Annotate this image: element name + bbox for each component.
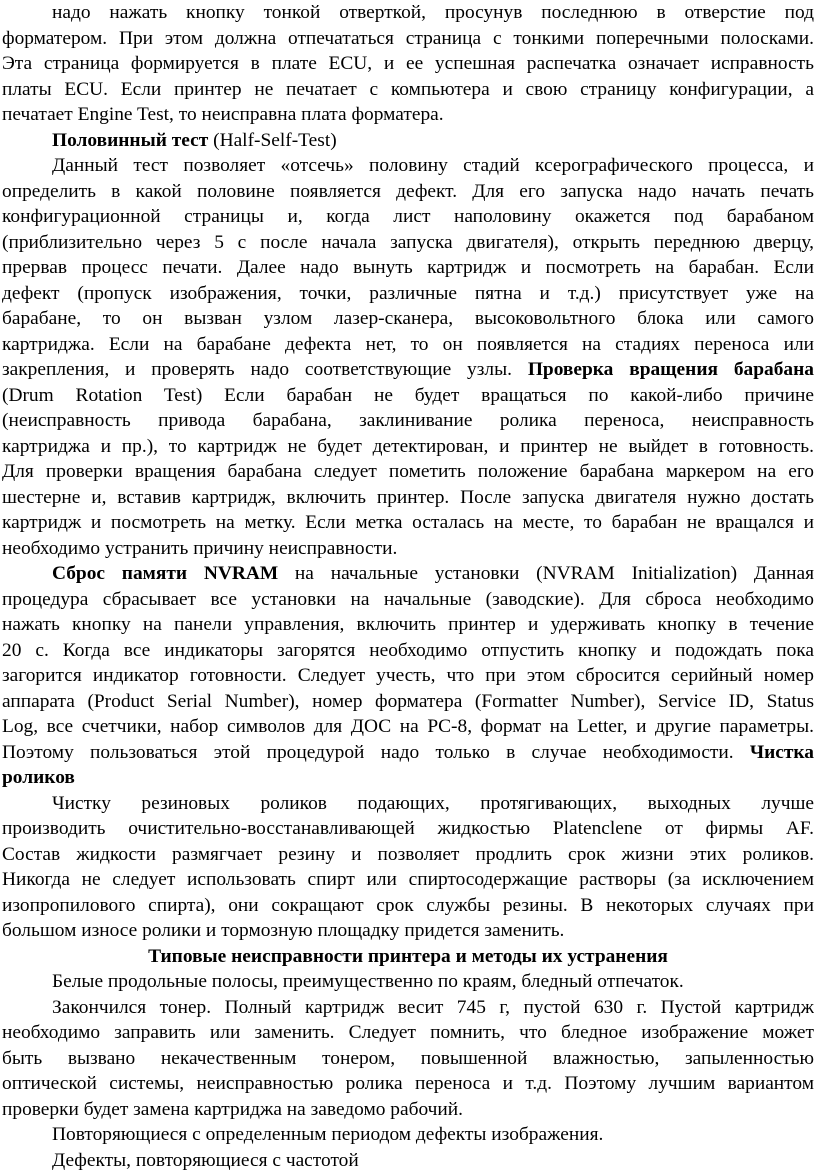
inline-text: закрепления, и проверять надо соответствующие узлы. bbox=[2, 359, 528, 380]
bold-heading: Половинный тест bbox=[52, 130, 208, 151]
text-line: производить очистительно-восстанавливающей жидкостью Platenclene от фирмы AF. bbox=[2, 816, 814, 842]
text-line bbox=[2, 765, 814, 791]
text-line: надо нажать кнопку тонкой отверткой, просунув последнюю в отверстие под bbox=[2, 0, 814, 26]
text-line: оптической системы, неисправностью ролика переноса и т.д. Поэтому лучшим вариантом bbox=[2, 1071, 814, 1097]
paragraph-half-self-test bbox=[2, 153, 814, 561]
text-line: загорится индикатор готовности. Следует учесть, что при этом сбросится серийный номер bbox=[2, 663, 814, 689]
text-line: картриджа. Если на барабане дефекта нет, то он появляется на стадиях переноса или bbox=[2, 332, 814, 358]
text-line: (приблизительно через 5 с после начала запуска двигателя), открыть переднюю дверцу, bbox=[2, 230, 814, 256]
text-line: проверки будет замена картриджа на заведомо рабочий. bbox=[2, 1097, 814, 1123]
paragraph-ecu-test bbox=[2, 0, 814, 128]
bold-heading: Сброс памяти NVRAM bbox=[52, 563, 278, 584]
heading-rest: (Half-Self-Test) bbox=[208, 130, 336, 151]
text-line: Данный тест позволяет «отсечь» половину стадий ксерографического процесса, и bbox=[2, 153, 814, 179]
text-line: определить в какой половине появляется дефект. Для его запуска надо начать печать bbox=[2, 179, 814, 205]
text-line: процедура сбрасывает все установки на начальные (заводские). Для сброса необходимо bbox=[2, 587, 814, 613]
paragraph-white-stripes bbox=[2, 969, 814, 995]
text-line: (Drum Rotation Test) Если барабан не будет вращаться по какой-либо причине bbox=[2, 383, 814, 409]
bold-heading: Типовые неисправности принтера и методы их устранения bbox=[148, 946, 668, 967]
bold-heading: роликов bbox=[2, 767, 75, 788]
inline-text: Поэтому пользоваться этой процедурой надо только в случае необходимости. bbox=[2, 742, 750, 763]
text-line: быть вызвано некачественным тонером, повышенной влажностью, запыленностью bbox=[2, 1046, 814, 1072]
text-line: Никогда не следует использовать спирт или спиртосодержащие растворы (за исключением bbox=[2, 867, 814, 893]
paragraph-nvram bbox=[2, 561, 814, 791]
heading-half-self-test bbox=[2, 128, 814, 154]
text-line: Для проверки вращения барабана следует пометить положение барабана маркером на его bbox=[2, 459, 814, 485]
text-line: картридж и посмотреть на метку. Если метка осталась на месте, то барабан не вращался и bbox=[2, 510, 814, 536]
text-line: Закончился тонер. Полный картридж весит 745 г, пустой 630 г. Пустой картридж bbox=[2, 995, 814, 1021]
text-line bbox=[2, 128, 814, 154]
text-line: нажать кнопку на панели управления, включить принтер и удерживать кнопку в течение bbox=[2, 612, 814, 638]
text-line: конфигурационной страницы и, когда лист наполовину окажется под барабаном bbox=[2, 204, 814, 230]
text-line: изопропилового спирта), они сокращают срок службы резины. В некоторых случаях при bbox=[2, 893, 814, 919]
bold-heading: Чистка bbox=[750, 742, 814, 763]
section-heading bbox=[2, 944, 814, 970]
text-line: аппарата (Product Serial Number), номер форматера (Formatter Number), Service ID, Status bbox=[2, 689, 814, 715]
text-line: Белые продольные полосы, преимущественно по краям, бледный отпечаток. bbox=[2, 969, 814, 995]
text-line: Эта страница формируется в плате ECU, и ее успешная распечатка означает исправность bbox=[2, 51, 814, 77]
text-line: Чистку резиновых роликов подающих, протягивающих, выходных лучше bbox=[2, 791, 814, 817]
text-line bbox=[2, 357, 814, 383]
text-line: прервав процесс печати. Далее надо вынуть картридж и посмотреть на барабан. Если bbox=[2, 255, 814, 281]
paragraph-roller-cleaning bbox=[2, 791, 814, 944]
text-line: платы ECU. Если принтер не печатает с компьютера и свою страницу конфигурации, а bbox=[2, 77, 814, 103]
text-line: печатает Engine Test, то неисправна плата форматера. bbox=[2, 102, 814, 128]
text-line: шестерне и, вставив картридж, включить принтер. После запуска двигателя нужно достать bbox=[2, 485, 814, 511]
text-line: Состав жидкости размягчает резину и позволяет продлить срок жизни этих роликов. bbox=[2, 842, 814, 868]
text-line: Дефекты, повторяющиеся с частотой bbox=[2, 1148, 814, 1173]
text-line: необходимо устранить причину неисправности. bbox=[2, 536, 814, 562]
text-line: барабане, то он вызван узлом лазер-сканера, высоковольтного блока или самого bbox=[2, 306, 814, 332]
text-line: Повторяющиеся с определенным периодом дефекты изображения. bbox=[2, 1122, 814, 1148]
text-line: необходимо заправить или заменить. Следует помнить, что бледное изображение может bbox=[2, 1020, 814, 1046]
text-line bbox=[2, 740, 814, 766]
text-line: большом износе ролики и тормозную площадку придется заменить. bbox=[2, 918, 814, 944]
text-line: Log, все счетчики, набор символов для ДОС на PC-8, формат на Letter, и другие параметры. bbox=[2, 714, 814, 740]
paragraph-toner bbox=[2, 995, 814, 1123]
inline-text: на начальные установки (NVRAM Initialization) Данная bbox=[278, 563, 814, 584]
paragraph-defects-frequency bbox=[2, 1148, 814, 1173]
text-line: (неисправность привода барабана, заклинивание ролика переноса, неисправность bbox=[2, 408, 814, 434]
text-line: картриджа и пр.), то картридж не будет детектирован, и принтер не выйдет в готовность. bbox=[2, 434, 814, 460]
text-line: форматером. При этом должна отпечататься страница с тонкими поперечными полосками. bbox=[2, 26, 814, 52]
bold-heading: Проверка вращения барабана bbox=[528, 359, 814, 380]
text-line bbox=[2, 561, 814, 587]
section-title bbox=[2, 944, 814, 970]
text-line: 20 с. Когда все индикаторы загорятся необходимо отпустить кнопку и подождать пока bbox=[2, 638, 814, 664]
text-line: дефект (пропуск изображения, точки, различные пятна и т.д.) присутствует уже на bbox=[2, 281, 814, 307]
